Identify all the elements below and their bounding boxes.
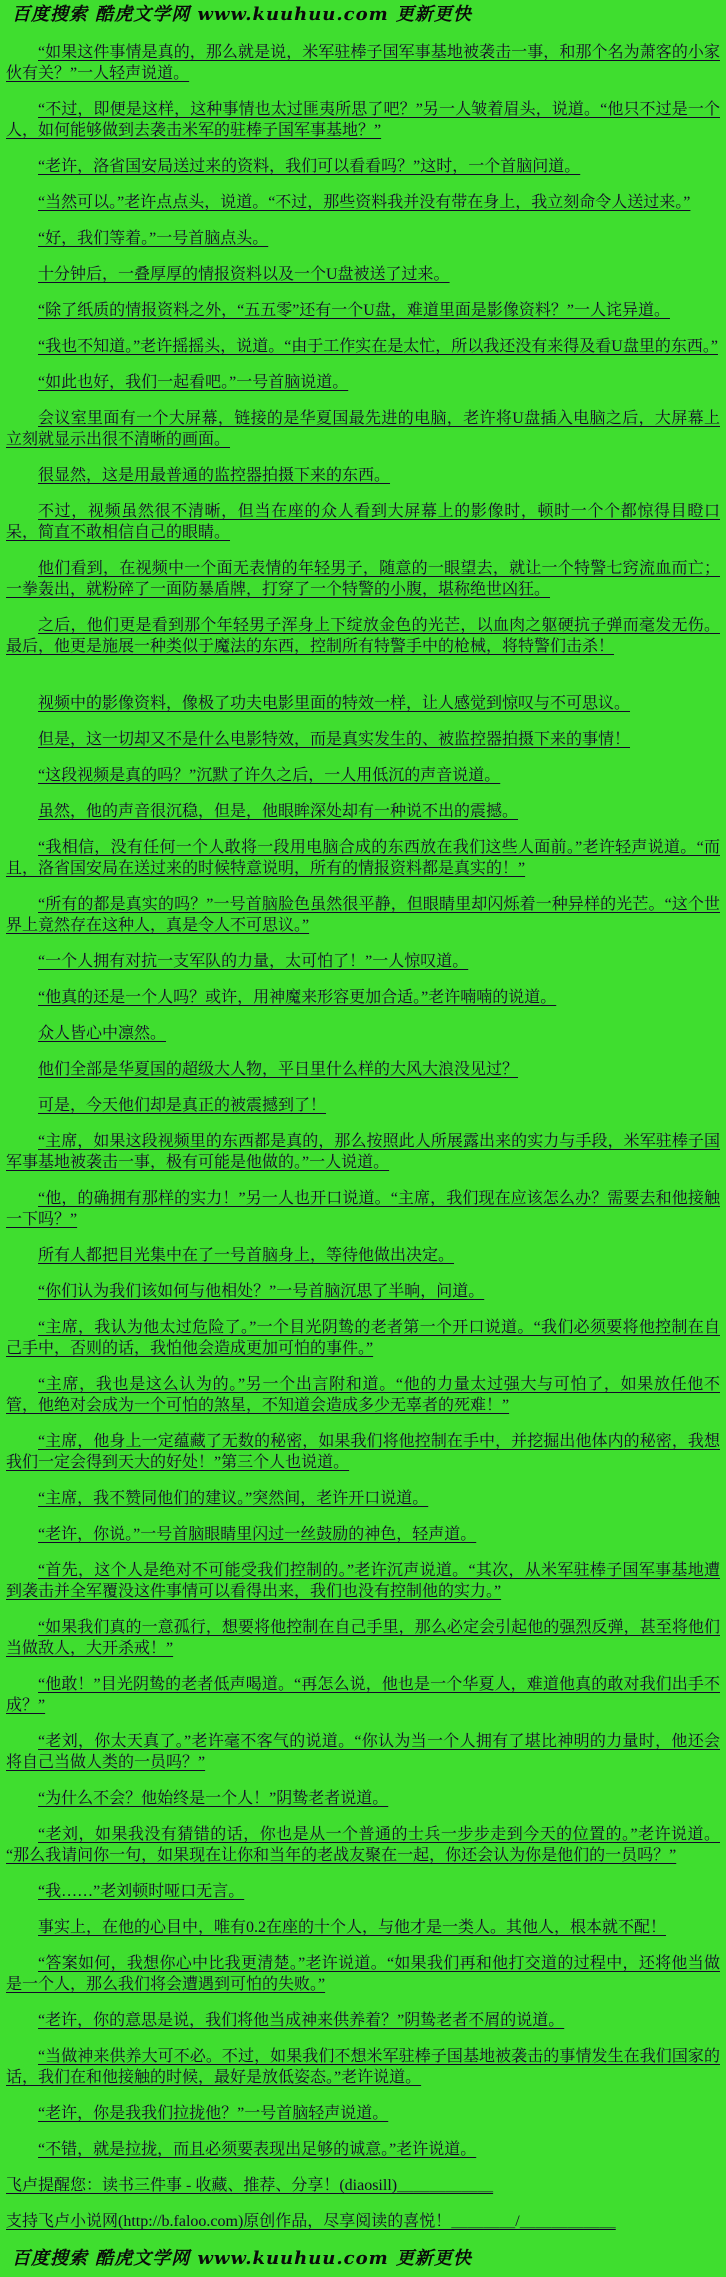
novel-paragraph: 很显然，这是用最普通的监控器拍摄下来的东西。 [38, 467, 391, 484]
novel-paragraph: “当做神来供养大可不必。不过，如果我们不想米军驻棒子国基地被袭击的事情发生在我们国家的话，我们在和他接触的时候，最好是放低姿态。”老许说道。 [6, 2048, 720, 2086]
novel-paragraph: “我也不知道。”老许摇摇头，说道。“由于工作实在是太忙，所以我还没有来得及看U盘里的东西。” [38, 338, 718, 355]
novel-paragraph: “当然可以。”老许点点头，说道。“不过，那些资料我并没有带在身上，我立刻命令人送过来。” [38, 194, 691, 211]
novel-paragraph: 他们全部是华夏国的超级大人物，平日里什么样的大风大浪没见过？ [38, 1061, 519, 1078]
site-banner-bottom: 百度搜索 酷虎文学网 www.kuuhuu.com 更新更快 [12, 2248, 472, 2269]
novel-paragraph: “老许，你说。”一号首脑眼睛里闪过一丝鼓励的神色，轻声道。 [38, 1526, 477, 1543]
novel-paragraph: 他们看到，在视频中一个面无表情的年轻男子，随意的一眼望去，就让一个特警七窍流血而亡；一拳轰出，就粉碎了一面防暴盾牌，打穿了一个特警的小腹，堪称绝世凶狂。 [6, 560, 720, 598]
novel-paragraph: “答案如何，我想你心中比我更清楚。”老许说道。“如果我们再和他打交道的过程中，还将他当做是一个人，那么我们将会遭遇到可怕的失败。” [6, 1955, 720, 1993]
novel-paragraph: “老刘，你太天真了。”老许毫不客气的说道。“你认为当一个人拥有了堪比神明的力量时，他还会将自己当做人类的一员吗？” [6, 1733, 720, 1771]
novel-paragraph: “我……”老刘顿时哑口无言。 [38, 1883, 245, 1900]
novel-paragraph: 不过，视频虽然很不清晰，但当在座的众人看到大屏幕上的影像时，顿时一个个都惊得目瞪口呆，简直不敢相信自己的眼睛。 [6, 503, 720, 541]
novel-paragraph: “除了纸质的情报资料之外，“五五零”还有一个U盘，难道里面是影像资料？”一人诧异道。 [38, 302, 670, 319]
novel-paragraph: “老许，你的意思是说，我们将他当成神来供养着？”阴鸷老者不屑的说道。 [38, 2012, 565, 2029]
novel-paragraph: “不错，就是拉拢，而且必须要表现出足够的诚意。”老许说道。 [38, 2141, 477, 2158]
novel-paragraph: 所有人都把目光集中在了一号首脑身上，等待他做出决定。 [38, 1247, 455, 1264]
novel-paragraph: 之后，他们更是看到那个年轻男子浑身上下绽放金色的光芒，以血肉之躯硬抗子弹而毫发无伤。最后，他更是施展一种类似于魔法的东西，控制所有特警手中的枪械，将特警们击杀！ [6, 617, 720, 655]
novel-paragraph: “他真的还是一个人吗？或许，用神魔来形容更加合适。”老许喃喃的说道。 [38, 989, 557, 1006]
paragraph-list [6, 42, 720, 2160]
novel-paragraph: “老刘，如果我没有猜错的话，你也是从一个普通的士兵一步步走到今天的位置的。”老许说道。“那么我请问你一句，如果现在让你和当年的老战友聚在一起，你还会认为你是他们的一员吗？” [6, 1826, 720, 1864]
site-banner-top: 百度搜索 酷虎文学网 www.kuuhuu.com 更新更快 [12, 4, 472, 25]
novel-paragraph: “首先，这个人是绝对不可能受我们控制的。”老许沉声说道。“其次，从米军驻棒子国军事基地遭到袭击并全军覆没这件事情可以看得出来，我们也没有控制他的实力。” [6, 1562, 720, 1600]
faloo-reminder-text: 飞卢提醒您：读书三件事 - 收藏、推荐、分享！(diaosill)＿＿＿＿＿＿ [6, 2177, 494, 2194]
novel-paragraph: “好，我们等着。”一号首脑点头。 [38, 230, 269, 247]
novel-paragraph: 视频中的影像资料，像极了功夫电影里面的特效一样，让人感觉到惊叹与不可思议。 [38, 695, 631, 712]
novel-paragraph: “如果这件事情是真的，那么就是说，米军驻棒子国军事基地被袭击一事，和那个名为萧客的小家伙有关？”一人轻声说道。 [6, 44, 720, 82]
novel-paragraph: “主席，我认为他太过危险了。”一个目光阴鸷的老者第一个开口说道。“我们必须要将他控制在自己手中，否则的话，我怕他会造成更加可怕的事件。” [6, 1319, 720, 1357]
novel-paragraph: 可是，今天他们却是真正的被震撼到了！ [38, 1097, 327, 1114]
novel-paragraph: 众人皆心中凛然。 [38, 1025, 167, 1042]
novel-paragraph: “老许，洛省国安局送过来的资料，我们可以看看吗？”这时，一个首脑问道。 [38, 158, 581, 175]
novel-paragraph: 会议室里面有一个大屏幕，链接的是华夏国最先进的电脑，老许将U盘插入电脑之后，大屏幕上立刻就显示出很不清晰的画面。 [6, 410, 720, 448]
novel-paragraph: “我相信，没有任何一个人敢将一段用电脑合成的东西放在我们这些人面前。”老许轻声说道。“而且，洛省国安局在送过来的时候特意说明，所有的情报资料都是真实的！” [6, 839, 720, 877]
novel-paragraph: “主席，我不赞同他们的建议。”突然间，老许开口说道。 [38, 1490, 429, 1507]
novel-paragraph: “所有的都是真实的吗？”一号首脑脸色虽然很平静，但眼睛里却闪烁着一种异样的光芒。“这个世界上竟然存在这种人，真是令人不可思议。” [6, 896, 720, 934]
faloo-support-link[interactable]: 支持飞卢小说网(http://b.faloo.com)原创作品，尽享阅读的喜悦！＿＿＿＿/＿＿＿＿＿＿ [6, 2213, 616, 2230]
novel-paragraph: “老许，你是我我们拉拢他？”一号首脑轻声说道。 [38, 2105, 389, 2122]
novel-paragraph: 虽然，他的声音很沉稳，但是，他眼眸深处却有一种说不出的震撼。 [38, 803, 519, 820]
novel-paragraph: “如果我们真的一意孤行，想要将他控制在自己手里，那么必定会引起他的强烈反弹，甚至将他们当做敌人，大开杀戒！” [6, 1619, 720, 1657]
novel-paragraph: “主席，他身上一定蕴藏了无数的秘密，如果我们将他控制在手中，并挖掘出他体内的秘密，我想我们一定会得到天大的好处！”第三个人也说道。 [6, 1433, 720, 1471]
novel-paragraph: “他，的确拥有那样的实力！”另一人也开口说道。“主席，我们现在应该怎么办？需要去和他接触一下吗？” [6, 1190, 720, 1228]
novel-paragraph: 事实上，在他的心目中，唯有0.2在座的十个人，与他才是一类人。其他人，根本就不配！ [38, 1919, 667, 1936]
novel-paragraph: “他敢！”目光阴鸷的老者低声喝道。“再怎么说，他也是一个华夏人，难道他真的敢对我们出手不成？” [6, 1676, 720, 1714]
novel-paragraph: “你们认为我们该如何与他相处？”一号首脑沉思了半晌，问道。 [38, 1283, 485, 1300]
novel-paragraph: “主席，如果这段视频里的东西都是真的，那么按照此人所展露出来的实力与手段，米军驻棒子国军事基地被袭击一事，极有可能是他做的。”一人说道。 [6, 1133, 720, 1171]
novel-paragraph: “这段视频是真的吗？”沉默了许久之后，一人用低沉的声音说道。 [38, 767, 501, 784]
novel-paragraph: “主席，我也是这么认为的。”另一个出言附和道。“他的力量太过强大与可怕了，如果放任他不管，他绝对会成为一个可怕的煞星，不知道会造成多少无辜者的死难！” [6, 1376, 720, 1414]
novel-paragraph: “为什么不会？他始终是一个人！”阴鸷老者说道。 [38, 1790, 389, 1807]
novel-paragraph: “如此也好，我们一起看吧。”一号首脑说道。 [38, 374, 349, 391]
novel-paragraph: 但是，这一切却又不是什么电影特效，而是真实发生的、被监控器拍摄下来的事情！ [38, 731, 631, 748]
novel-paragraph: “不过，即便是这样，这种事情也太过匪夷所思了吧？”另一人皱着眉头，说道。“他只不过是一个人，如何能够做到去袭击米军的驻棒子国军事基地？” [6, 101, 720, 139]
novel-paragraph: 十分钟后，一叠厚厚的情报资料以及一个U盘被送了过来。 [38, 266, 450, 283]
novel-paragraph: “一个人拥有对抗一支军队的力量，太可怕了！”一人惊叹道。 [38, 953, 469, 970]
